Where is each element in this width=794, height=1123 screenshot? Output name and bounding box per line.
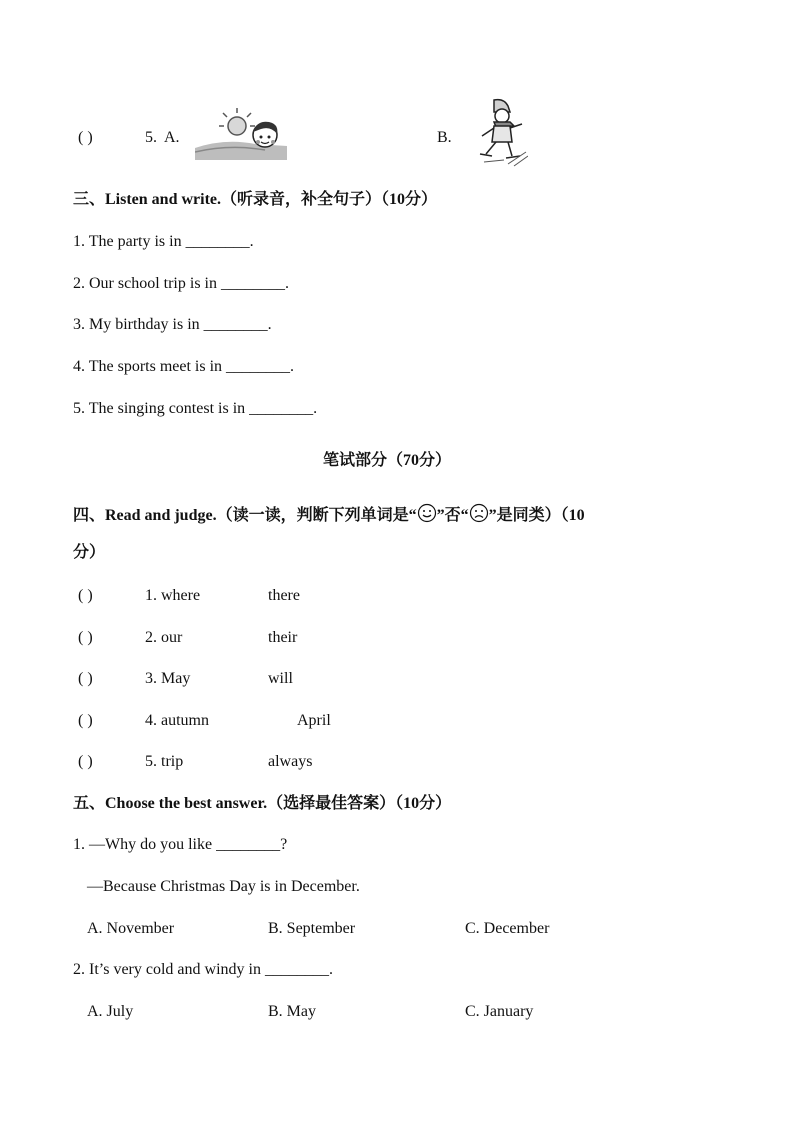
item-number: 5. — [145, 129, 157, 146]
section-3-title: 三、Listen and write.（听录音，补全句子）（10分） — [73, 191, 438, 208]
sad-face-icon — [469, 503, 489, 523]
question-1: 1. —Why do you like ________? — [73, 836, 288, 853]
section-3-item-1: 1. The party is in ________. — [73, 233, 254, 250]
answer-paren[interactable]: ( ) — [78, 587, 93, 604]
question-2: 2. It’s very cold and windy in ________. — [73, 961, 333, 978]
option-b-label: B. — [437, 129, 452, 146]
answer-paren[interactable]: ( ) — [78, 670, 93, 687]
row-right-word: there — [268, 587, 300, 604]
sunny-boy-picture — [195, 104, 287, 160]
section-4-title — [73, 503, 585, 526]
row-right-word: will — [268, 670, 293, 687]
answer-paren[interactable]: ( ) — [78, 712, 93, 729]
section-4-title-wrap: 分） — [73, 544, 106, 561]
question-2-option-a[interactable]: A. July — [87, 1003, 134, 1020]
row-left-word: 1. where — [145, 587, 201, 604]
row-right-word: April — [297, 712, 331, 729]
section-5-title: 五、Choose the best answer.（选择最佳答案）（10分） — [73, 795, 452, 812]
smiley-face-icon — [417, 503, 437, 523]
row-left-word: 2. our — [145, 629, 183, 646]
answer-paren[interactable]: ( ) — [78, 129, 93, 146]
row-right-word: their — [268, 629, 298, 646]
row-left-word: 4. autumn — [145, 712, 209, 729]
section-3-item-4: 4. The sports meet is in ________. — [73, 358, 295, 375]
question-2-option-b[interactable]: B. May — [268, 1003, 316, 1020]
skating-person-picture — [464, 96, 528, 168]
question-1-option-a[interactable]: A. November — [87, 920, 175, 937]
section-3-item-2: 2. Our school trip is in ________. — [73, 275, 289, 292]
section-3-item-5: 5. The singing contest is in ________. — [73, 400, 318, 417]
question-1-option-b[interactable]: B. September — [268, 920, 356, 937]
written-part-title: 笔试部分（70分） — [323, 452, 452, 469]
answer-paren[interactable]: ( ) — [78, 753, 93, 770]
row-right-word: always — [268, 753, 313, 770]
question-1-answer-line: —Because Christmas Day is in December. — [87, 878, 360, 895]
section-4-title-before: 四、Read and judge.（读一读，判断下列单词是“ — [73, 507, 417, 524]
question-1-option-c[interactable]: C. December — [465, 920, 550, 937]
question-2-option-c[interactable]: C. January — [465, 1003, 534, 1020]
row-left-word: 3. May — [145, 670, 191, 687]
row-left-word: 5. trip — [145, 753, 184, 770]
section-4-title-after: ”是同类）（10 — [488, 507, 585, 524]
section-4-title-middle: ”否“ — [436, 507, 469, 524]
option-a-label: A. — [164, 129, 180, 146]
answer-paren[interactable]: ( ) — [78, 629, 93, 646]
section-3-item-3: 3. My birthday is in ________. — [73, 316, 272, 333]
